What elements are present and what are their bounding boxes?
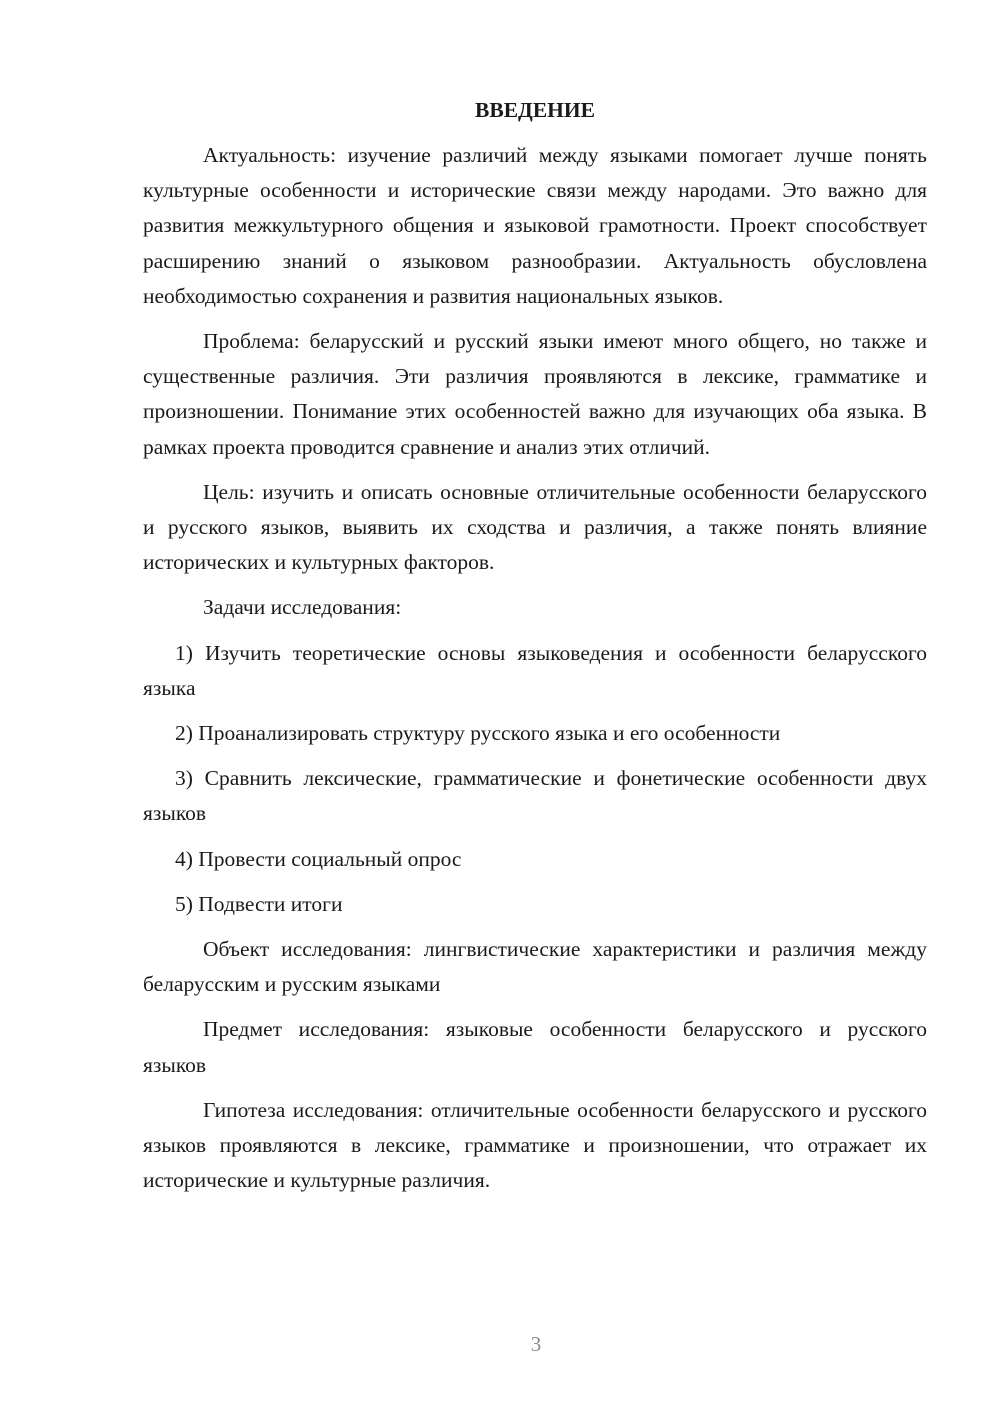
problem-paragraph: Проблема: беларусский и русский языки имеют много общего, но также и существенные различия. Эти различия проявляются в лексике, грамматике и произношении. Понимание этих особенностей важно для изучающих оба языка. В рамках проекта проводится сравнение и анализ этих отличий. [143, 329, 927, 459]
task-item-1: 1) Изучить теоретические основы языковедения и особенности беларусского языка [143, 640, 927, 700]
task-item-5: 5) Подвести итоги [175, 891, 343, 916]
goal-paragraph: Цель: изучить и описать основные отличительные особенности беларусского и русского языков, выявить их сходства и различия, а также понять влияние исторических и культурных факторов. [143, 479, 927, 575]
relevance-paragraph: Актуальность: изучение различий между языками помогает лучше понять культурные особенности и исторические связи между народами. Это важно для развития межкультурного общения и языковой грамотности. Проект способствует расширению знаний о языковом разнообразии. Актуальность обусловлена необходимостью сохранения и развития национальных языков. [143, 143, 927, 308]
object-paragraph: Объект исследования: лингвистические характеристики и различия между беларусским и русским языками [143, 937, 927, 997]
page-content [143, 92, 927, 1208]
hypothesis-paragraph: Гипотеза исследования: отличительные особенности беларусского и русского языков проявляются в лексике, грамматике и произношении, что отражает их исторические и культурные различия. [143, 1097, 927, 1193]
task-item-4: 4) Провести социальный опрос [175, 846, 462, 871]
page-title: ВВЕДЕНИЕ [475, 98, 595, 122]
page-number: 3 [530, 1332, 542, 1356]
subject-paragraph: Предмет исследования: языковые особенности беларусского и русского языков [143, 1017, 927, 1077]
tasks-heading: Задачи исследования: [203, 595, 402, 620]
task-item-2: 2) Проанализировать структуру русского языка и его особенности [175, 721, 781, 746]
task-item-3: 3) Сравнить лексические, грамматические и фонетические особенности двух языков [143, 766, 927, 826]
